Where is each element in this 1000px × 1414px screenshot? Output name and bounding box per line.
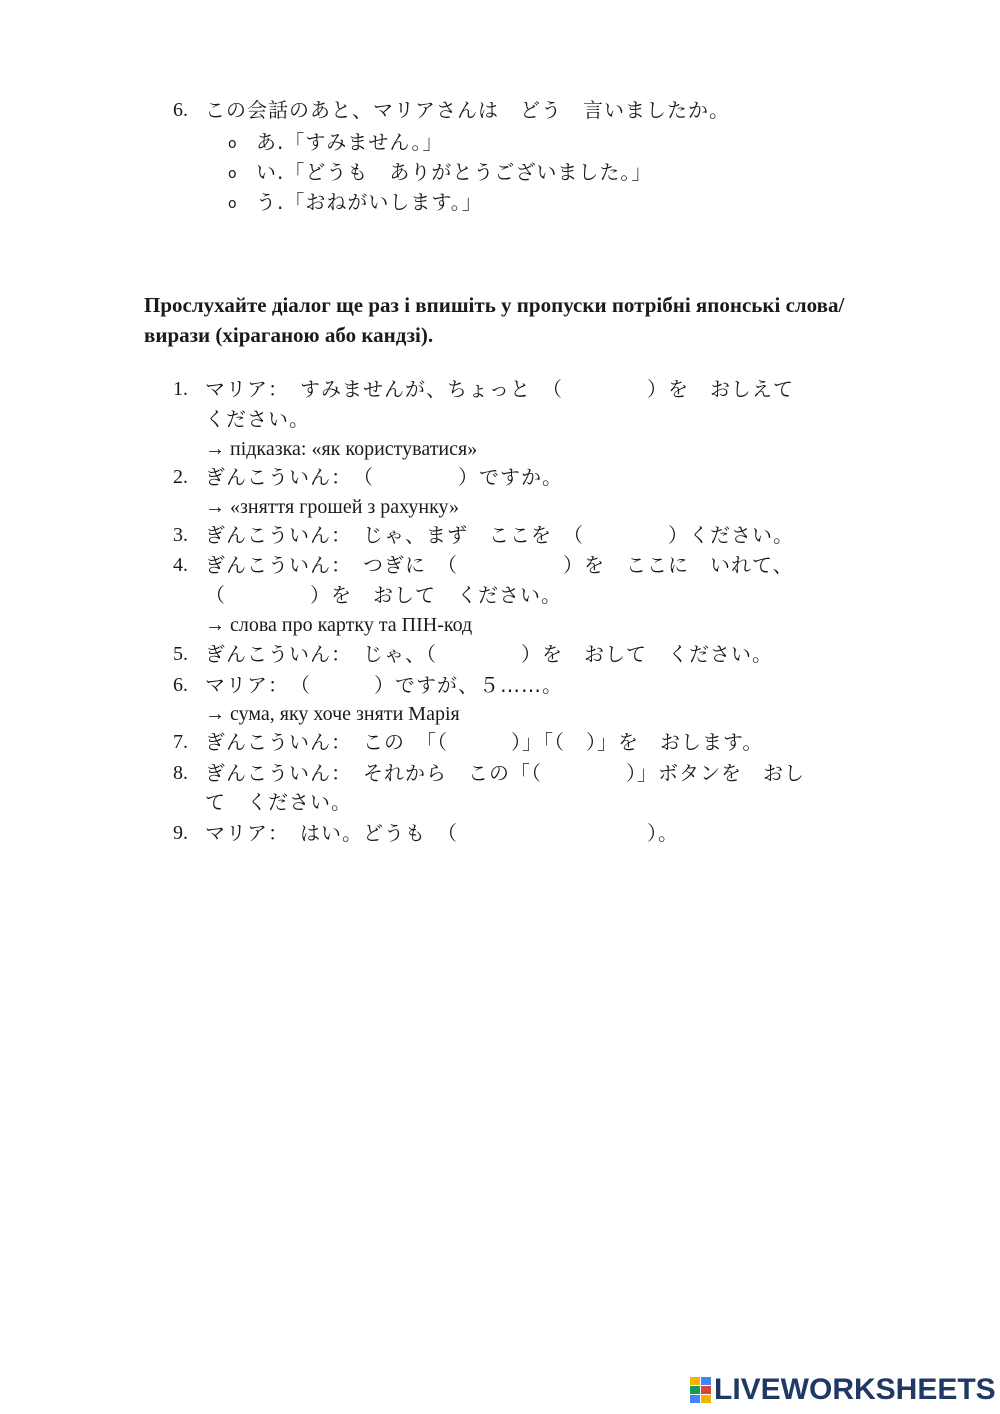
- item-line[interactable]: ぎんこういん： じゃ、まず ここを （ ）ください。: [205, 523, 794, 547]
- item-number: 7.: [173, 731, 188, 753]
- instruction-text: Прослухайте діалог ще раз і впишіть у пропуски потрібні японські слова/вирази (хіраганою або кандзі).: [144, 293, 845, 347]
- option-bullet: o: [228, 136, 237, 152]
- item-number: 1.: [173, 378, 188, 400]
- option-bullet: o: [228, 166, 237, 182]
- item-number: 5.: [173, 643, 188, 665]
- item-number: 9.: [173, 822, 188, 844]
- liveworksheets-logo-icon: [690, 1377, 710, 1403]
- item-hint: → підказка: «як користуватися»: [205, 438, 478, 460]
- item-line: ください。: [205, 407, 310, 431]
- option-a[interactable]: あ.「すみません。」: [256, 130, 444, 154]
- item-hint: → слова про картку та ПІН-код: [205, 614, 473, 636]
- item-line[interactable]: ぎんこういん： （ ）ですか。: [205, 465, 563, 489]
- item-line[interactable]: ぎんこういん： つぎに （ ）を ここに いれて、: [205, 553, 794, 577]
- item-line[interactable]: ぎんこういん： この 「（ ）」「（ ）」を おします。: [205, 730, 764, 754]
- option-i[interactable]: い.「どうも ありがとうございました。」: [256, 160, 653, 184]
- item-line: て ください。: [205, 790, 352, 814]
- liveworksheets-logo[interactable]: [690, 1372, 996, 1408]
- item-line[interactable]: マリア： （ ）ですが、５……。: [205, 673, 563, 697]
- option-u[interactable]: う.「おねがいします。」: [256, 190, 483, 214]
- item-line[interactable]: （ ）を おして ください。: [205, 583, 562, 607]
- item-line[interactable]: マリア： すみませんが、ちょっと （ ）を おしえて: [205, 377, 794, 401]
- item-number: 6.: [173, 674, 188, 696]
- item-number: 4.: [173, 554, 188, 576]
- item-line[interactable]: マリア： はい。どうも （ ）。: [205, 821, 679, 845]
- item-number: 8.: [173, 762, 188, 784]
- item-hint: → «зняття грошей з рахунку»: [205, 496, 460, 518]
- option-bullet: o: [228, 196, 237, 212]
- item-line[interactable]: ぎんこういん： じゃ、（ ）を おして ください。: [205, 642, 773, 666]
- question-number: 6.: [173, 99, 188, 121]
- logo-text: LIVEWORKSHEETS: [714, 1373, 996, 1406]
- item-hint: → сума, яку хоче зняти Марія: [205, 703, 460, 725]
- item-number: 2.: [173, 466, 188, 488]
- item-line[interactable]: ぎんこういん： それから この「（ ）」ボタンを おし: [205, 761, 805, 785]
- question-text: この会話のあと、マリアさんは どう 言いましたか。: [205, 98, 730, 122]
- item-number: 3.: [173, 524, 188, 546]
